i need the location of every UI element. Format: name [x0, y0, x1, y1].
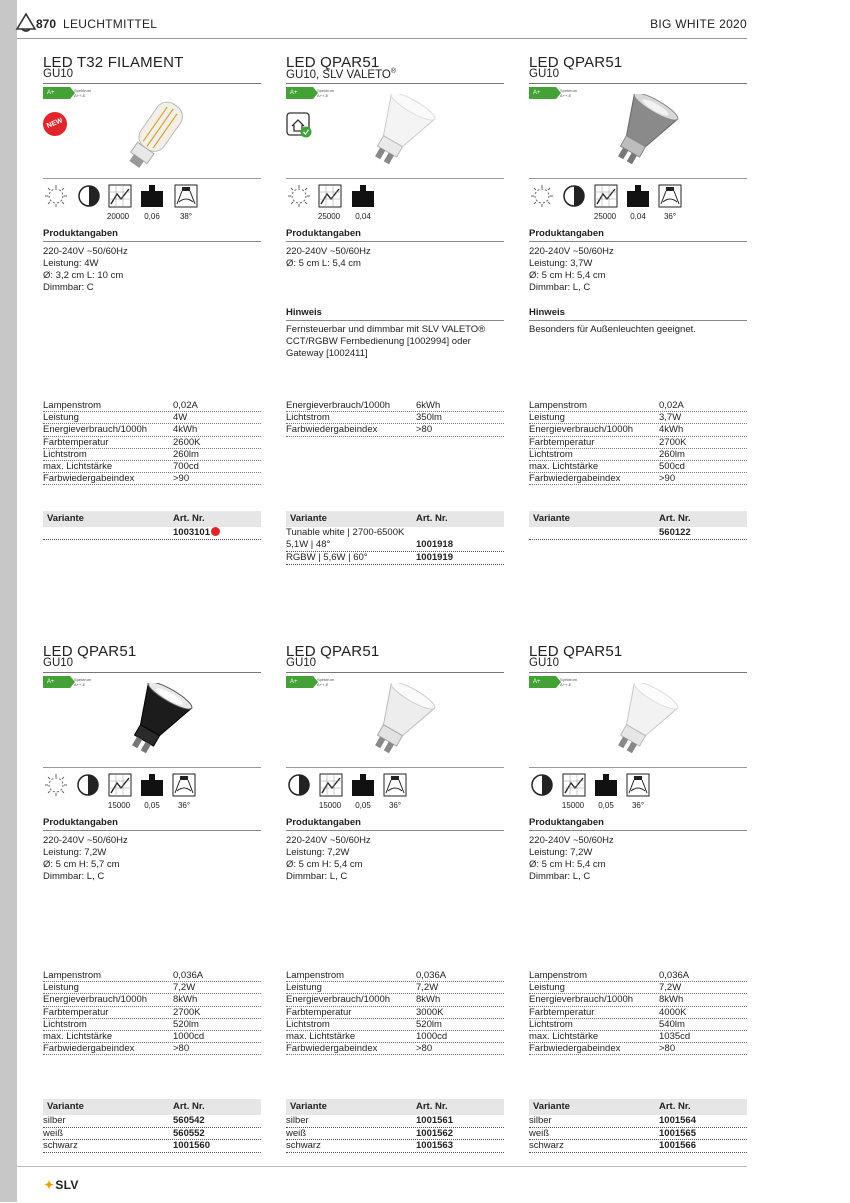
- spec-row: Farbtemperatur 2700K: [43, 1007, 261, 1019]
- variant-row: schwarz 1001560: [43, 1140, 261, 1153]
- cost-lamp-icon: [625, 184, 651, 208]
- hinweis-text: Besonders für Außenleuchten geeignet.: [529, 324, 696, 335]
- variant-header: Variante Art. Nr.: [286, 1099, 504, 1115]
- variant-header: Variante Art. Nr.: [286, 511, 504, 527]
- beam-circle-icon: [76, 184, 102, 208]
- cost-lamp-icon: [139, 184, 165, 208]
- page-sidebar: [0, 0, 17, 1202]
- produktangaben-heading: Produktangaben: [43, 817, 118, 828]
- heading-divider: [286, 320, 504, 321]
- variant-row: weiß 1001562: [286, 1128, 504, 1141]
- produktangaben-heading: Produktangaben: [43, 228, 118, 239]
- lifetime-value: 25000: [593, 212, 617, 221]
- product-card: [43, 54, 261, 614]
- title-divider: [286, 672, 504, 673]
- energy-label: A+ Spektrum A++-E: [529, 676, 575, 688]
- variant-row: weiß 560552: [43, 1128, 261, 1141]
- heading-divider: [43, 241, 261, 242]
- feature-icons: [529, 773, 747, 813]
- energy-label: A+ Spektrum A++-E: [529, 87, 575, 99]
- product-subtitle: GU10: [286, 657, 317, 669]
- variant-header: Variante Art. Nr.: [43, 511, 261, 527]
- spec-row: Lampenstrom 0,02A: [43, 400, 261, 412]
- new-badge: NEW: [39, 108, 70, 139]
- variant-table: [286, 511, 504, 565]
- spec-row: Leistung 7,2W: [43, 982, 261, 994]
- beam-angle-icon: [173, 184, 199, 208]
- product-subtitle: GU10: [43, 68, 74, 80]
- icon-divider: [43, 178, 261, 179]
- spec-row: Leistung 4W: [43, 412, 261, 424]
- spec-row: Farbwiedergabeindex >90: [43, 473, 261, 485]
- lifetime-chart-icon: [318, 773, 344, 797]
- feature-icons: [43, 773, 261, 813]
- product-details: 220-240V ~50/60Hz Leistung: 3,7W Ø: 5 cm H: 5,4 cm Dimmbar: L, C: [529, 246, 614, 293]
- spec-row: Energieverbrauch/1000h 4kWh: [43, 424, 261, 436]
- variant-table: [286, 1099, 504, 1153]
- product-card: [43, 643, 261, 1203]
- cost-value: 0,04: [630, 212, 646, 221]
- icon-divider: [529, 767, 747, 768]
- brand-logo: ✦SLV: [44, 1178, 79, 1192]
- spec-row: Lichtstrom 260lm: [43, 449, 261, 461]
- variant-table: [529, 511, 747, 540]
- spec-row: max. Lichtstärke 500cd: [529, 461, 747, 473]
- spec-row: Lampenstrom 0,036A: [43, 970, 261, 982]
- beam-angle-value: 36°: [631, 801, 645, 810]
- spec-row: Leistung 7,2W: [529, 982, 747, 994]
- spec-table: [286, 970, 504, 1055]
- bulb-image: [341, 94, 451, 178]
- title-divider: [529, 672, 747, 673]
- cost-lamp-icon: [593, 773, 619, 797]
- spec-row: max. Lichtstärke 1035cd: [529, 1031, 747, 1043]
- product-details: 220-240V ~50/60Hz Leistung: 4W Ø: 3,2 cm L: 10 cm Dimmbar: C: [43, 246, 128, 293]
- produktangaben-heading: Produktangaben: [529, 228, 604, 239]
- lifetime-chart-icon: [561, 773, 587, 797]
- spec-row: Lampenstrom 0,036A: [529, 970, 747, 982]
- footer-divider: [17, 1166, 747, 1167]
- spec-table: [529, 970, 747, 1055]
- lifetime-value: 15000: [107, 801, 131, 810]
- product-title: LED QPAR51: [286, 643, 380, 660]
- cost-value: 0,05: [355, 801, 371, 810]
- product-title: LED T32 FILAMENT: [43, 54, 184, 71]
- cost-lamp-icon: [139, 773, 165, 797]
- variant-header: Variante Art. Nr.: [43, 1099, 261, 1115]
- spec-row: Lichtstrom 520lm: [286, 1019, 504, 1031]
- beam-circle-icon: [75, 773, 101, 797]
- product-details: 220-240V ~50/60Hz Leistung: 7,2W Ø: 5 cm H: 5,4 cm Dimmbar: L, C: [529, 835, 614, 882]
- spec-row: Farbtemperatur 2700K: [529, 437, 747, 449]
- bulb-image: [584, 94, 694, 178]
- lifetime-value: 15000: [318, 801, 342, 810]
- variant-row: RGBW | 5,6W | 60° 1001919: [286, 552, 504, 565]
- spec-row: Lichtstrom 260lm: [529, 449, 747, 461]
- product-card: [286, 643, 504, 1203]
- catalog-title: BIG WHITE 2020: [650, 17, 747, 31]
- spec-row: max. Lichtstärke 1000cd: [43, 1031, 261, 1043]
- spec-row: Farbwiedergabeindex >80: [43, 1043, 261, 1055]
- dimmable-sun-icon: [43, 773, 69, 797]
- variant-row: schwarz 1001563: [286, 1140, 504, 1153]
- spec-table: [286, 400, 504, 437]
- spec-row: Lampenstrom 0,036A: [286, 970, 504, 982]
- hinweis-heading: Hinweis: [286, 307, 322, 318]
- variant-row: [43, 527, 261, 540]
- variant-row: silber 1001561: [286, 1115, 504, 1128]
- beam-angle-value: 36°: [177, 801, 191, 810]
- feature-icons: [529, 184, 747, 224]
- spec-row: Lichtstrom 540lm: [529, 1019, 747, 1031]
- product-card: [529, 54, 747, 614]
- spec-row: Lichtstrom 520lm: [43, 1019, 261, 1031]
- brand-mark-icon: ✦: [44, 1178, 55, 1192]
- title-divider: [529, 83, 747, 84]
- variant-table: [43, 1099, 261, 1153]
- beam-angle-icon: [657, 184, 683, 208]
- spec-row: Farbwiedergabeindex >80: [286, 424, 504, 436]
- variant-table: [529, 1099, 747, 1153]
- dimmable-sun-icon: [529, 184, 555, 208]
- lifetime-chart-icon: [593, 184, 619, 208]
- dimmable-sun-icon: [286, 184, 312, 208]
- cost-value: 0,05: [598, 801, 614, 810]
- product-details: 220-240V ~50/60Hz Ø: 5 cm L: 5,4 cm: [286, 246, 371, 269]
- spec-row: Farbtemperatur 2600K: [43, 437, 261, 449]
- beam-circle-icon: [529, 773, 555, 797]
- product-details: 220-240V ~50/60Hz Leistung: 7,2W Ø: 5 cm H: 5,7 cm Dimmbar: L, C: [43, 835, 128, 882]
- product-subtitle: GU10: [529, 657, 560, 669]
- produktangaben-heading: Produktangaben: [529, 817, 604, 828]
- product-title: LED QPAR51: [286, 54, 380, 71]
- heading-divider: [43, 830, 261, 831]
- produktangaben-heading: Produktangaben: [286, 228, 361, 239]
- spec-row: Energieverbrauch/1000h 8kWh: [43, 994, 261, 1006]
- variant-row: weiß 1001565: [529, 1128, 747, 1141]
- bulb-image: [98, 94, 208, 178]
- product-card: [529, 643, 747, 1203]
- spec-table: [529, 400, 747, 485]
- lifetime-value: 20000: [106, 212, 130, 221]
- variant-header: Variante Art. Nr.: [529, 1099, 747, 1115]
- variant-header: Variante Art. Nr.: [529, 511, 747, 527]
- bulb-image: [98, 683, 208, 767]
- feature-icons: [286, 773, 504, 813]
- beam-angle-value: 36°: [388, 801, 402, 810]
- bulb-image: [584, 683, 694, 767]
- beam-angle-value: 36°: [663, 212, 677, 221]
- beam-circle-icon: [286, 773, 312, 797]
- energy-label: A+ Spektrum A++-E: [286, 676, 332, 688]
- variant-row: 560122: [529, 527, 747, 540]
- variant-row: Tunable white | 2700-6500K 5,1W | 48° 1001918: [286, 527, 504, 552]
- variant-row: silber 560542: [43, 1115, 261, 1128]
- bulb-image: [341, 683, 451, 767]
- beam-angle-icon: [625, 773, 651, 797]
- title-divider: [43, 672, 261, 673]
- heading-divider: [529, 830, 747, 831]
- spec-row: Farbtemperatur 4000K: [529, 1007, 747, 1019]
- energy-label: A+ Spektrum A++-E: [286, 87, 332, 99]
- smart-home-icon: [286, 112, 312, 138]
- lifetime-chart-icon: [317, 184, 343, 208]
- heading-divider: [529, 241, 747, 242]
- title-divider: [286, 83, 504, 84]
- heading-divider: [286, 241, 504, 242]
- product-subtitle: GU10: [43, 657, 74, 669]
- lifetime-chart-icon: [107, 773, 133, 797]
- spec-row: Energieverbrauch/1000h 8kWh: [286, 994, 504, 1006]
- section-title: LEUCHTMITTEL: [63, 17, 158, 31]
- spec-row: Farbtemperatur 3000K: [286, 1007, 504, 1019]
- spec-table: [43, 400, 261, 485]
- cost-value: 0,05: [144, 801, 160, 810]
- spec-row: Farbwiedergabeindex >80: [286, 1043, 504, 1055]
- lifetime-value: 15000: [561, 801, 585, 810]
- beam-angle-icon: [382, 773, 408, 797]
- icon-divider: [529, 178, 747, 179]
- product-details: 220-240V ~50/60Hz Leistung: 7,2W Ø: 5 cm H: 5,4 cm Dimmbar: L, C: [286, 835, 371, 882]
- beam-circle-icon: [561, 184, 587, 208]
- variant-row: schwarz 1001566: [529, 1140, 747, 1153]
- title-divider: [43, 83, 261, 84]
- product-subtitle: GU10: [529, 68, 560, 80]
- icon-divider: [286, 767, 504, 768]
- spec-row: Leistung 7,2W: [286, 982, 504, 994]
- lifetime-value: 25000: [317, 212, 341, 221]
- spec-row: Farbwiedergabeindex >90: [529, 473, 747, 485]
- spec-row: Energieverbrauch/1000h 4kWh: [529, 424, 747, 436]
- spec-row: max. Lichtstärke 700cd: [43, 461, 261, 473]
- spec-row: Lampenstrom 0,02A: [529, 400, 747, 412]
- cost-value: 0,04: [355, 212, 371, 221]
- page-header: [17, 14, 747, 39]
- variant-row: silber 1001564: [529, 1115, 747, 1128]
- spec-row: Lichtstrom 350lm: [286, 412, 504, 424]
- beam-angle-value: 38°: [179, 212, 193, 221]
- energy-label: A+ Spektrum A++-E: [43, 87, 89, 99]
- feature-icons: [286, 184, 504, 224]
- dimmable-sun-icon: [43, 184, 69, 208]
- lifetime-chart-icon: [107, 184, 133, 208]
- new-marker-icon: [211, 527, 220, 536]
- cost-lamp-icon: [350, 773, 376, 797]
- cost-value: 0,06: [144, 212, 160, 221]
- icon-divider: [43, 767, 261, 768]
- cost-lamp-icon: [350, 184, 376, 208]
- heading-divider: [286, 830, 504, 831]
- spec-row: Energieverbrauch/1000h 8kWh: [529, 994, 747, 1006]
- feature-icons: [43, 184, 261, 224]
- page-number: 870: [36, 17, 57, 31]
- icon-divider: [286, 178, 504, 179]
- energy-label: A+ Spektrum A++-E: [43, 676, 89, 688]
- variant-table: [43, 511, 261, 540]
- heading-divider: [529, 320, 747, 321]
- product-card: [286, 54, 504, 614]
- product-subtitle: GU10, SLV VALETO®: [286, 68, 396, 81]
- product-title: LED QPAR51: [529, 54, 623, 71]
- spec-row: Energieverbrauch/1000h 6kWh: [286, 400, 504, 412]
- beam-angle-icon: [171, 773, 197, 797]
- produktangaben-heading: Produktangaben: [286, 817, 361, 828]
- spec-row: Farbwiedergabeindex >80: [529, 1043, 747, 1055]
- spec-row: Leistung 3,7W: [529, 412, 747, 424]
- hinweis-text: Fernsteuerbar und dimmbar mit SLV VALETO® CCT/RGBW Fernbedienung [1002994] oder Gateway [1002411]: [286, 324, 486, 359]
- product-title: LED QPAR51: [529, 643, 623, 660]
- spec-table: [43, 970, 261, 1055]
- spec-row: max. Lichtstärke 1000cd: [286, 1031, 504, 1043]
- article-number: 1003101: [173, 527, 210, 538]
- hinweis-heading: Hinweis: [529, 307, 565, 318]
- product-title: LED QPAR51: [43, 643, 137, 660]
